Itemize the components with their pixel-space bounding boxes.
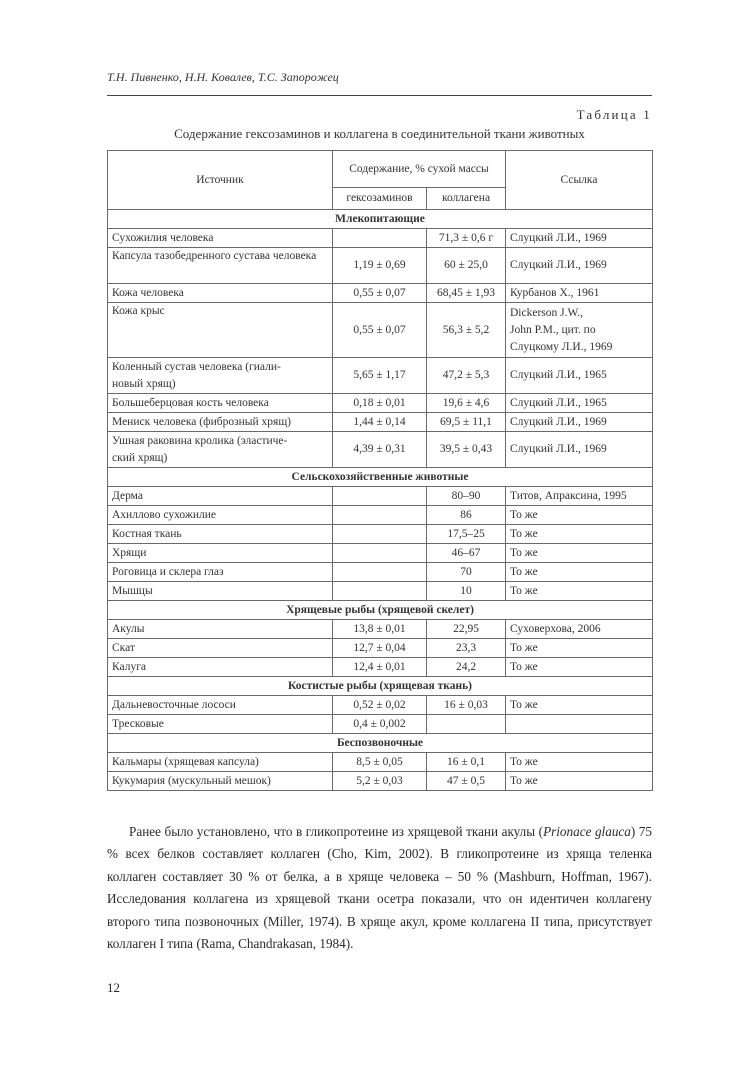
cell-hexosamines [333,563,427,582]
cell-source: Кальмары (хрящевая капсула) [108,753,333,772]
table-row [108,620,653,639]
table-row [108,696,653,715]
table-row [108,248,653,284]
section-row [108,734,653,753]
section-title: Костистые рыбы (хрящевая ткань) [108,677,653,696]
table-row [108,772,653,791]
cell-source [108,358,333,394]
cell-reference: То же [506,696,653,715]
cell-reference: То же [506,544,653,563]
cell-collagen: 56,3 ± 5,2 [427,303,506,358]
cell-source: Кожа крыс [108,303,333,358]
column-header-content: Содержание, % сухой массы [333,151,506,188]
cell-source [108,432,333,468]
body-paragraph [107,821,652,955]
cell-collagen: 23,3 [427,639,506,658]
cell-hexosamines: 0,4 ± 0,002 [333,715,427,734]
column-header-reference: Ссылка [506,151,653,210]
table-row [108,394,653,413]
cell-reference-line: Слуцкому Л.И., 1969 [510,340,613,353]
section-row [108,468,653,487]
cell-reference: То же [506,506,653,525]
table-row [108,715,653,734]
section-title: Сельскохозяйственные животные [108,468,653,487]
table-body [108,210,653,791]
cell-hexosamines: 12,4 ± 0,01 [333,658,427,677]
cell-source: Мышцы [108,582,333,601]
cell-hexosamines: 5,65 ± 1,17 [333,358,427,394]
cell-reference: То же [506,753,653,772]
table-row [108,229,653,248]
cell-hexosamines [333,506,427,525]
species-name: Prionace glauca [543,824,631,839]
table-row [108,582,653,601]
cell-reference [506,715,653,734]
cell-collagen: 16 ± 0,1 [427,753,506,772]
cell-reference: То же [506,772,653,791]
section-title: Беспозвоночные [108,734,653,753]
cell-collagen: 69,5 ± 11,1 [427,413,506,432]
cell-reference-line: John P.M., цит. по [510,323,596,336]
cell-source: Кукумария (мускульный мешок) [108,772,333,791]
cell-hexosamines: 13,8 ± 0,01 [333,620,427,639]
cell-source: Дальневосточные лососи [108,696,333,715]
table-row [108,432,653,468]
section-title: Хрящевые рыбы (хрящевой скелет) [108,601,653,620]
cell-reference: То же [506,639,653,658]
cell-reference: Слуцкий Л.И., 1965 [506,394,653,413]
cell-reference [506,303,653,358]
paragraph-text-2: ) 75 % всех белков составляет коллаген (Cho, Kim, 2002). В гликопротеине из хряща теленка коллаген составляет 30 % от белка, а в хряще человека – 50 % (Mashburn, Hoffman, 1967). Исследования коллагена из хрящевой ткани осетра показали, что он идентичен коллагену второго типа позвоночных (Miller, 1974). В хряще акул, кроме коллагена II типа, присутствует коллаген I типа (Rama, Chandrakasan, 1984). [107,824,652,952]
cell-source: Хрящи [108,544,333,563]
cell-hexosamines [333,544,427,563]
cell-source-line: Ушная раковина кролика (эластиче- [112,434,288,447]
cell-reference: Суховерхова, 2006 [506,620,653,639]
page-number: 12 [107,980,120,995]
cell-collagen: 47 ± 0,5 [427,772,506,791]
table-row [108,639,653,658]
cell-reference: Слуцкий Л.И., 1965 [506,358,653,394]
cell-collagen: 22,95 [427,620,506,639]
cell-source-line: ский хрящ) [112,451,168,464]
table-row [108,563,653,582]
cell-collagen: 46–67 [427,544,506,563]
cell-source: Калуга [108,658,333,677]
paragraph-text-1: Ранее было установлено, что в гликопротеине из хрящевой ткани акулы ( [129,824,544,839]
cell-hexosamines: 1,44 ± 0,14 [333,413,427,432]
cell-collagen: 86 [427,506,506,525]
cell-source: Ахиллово сухожилие [108,506,333,525]
cell-source: Капсула тазобедренного сустава человека [108,248,333,284]
running-head-authors: Т.Н. Пивненко, Н.Н. Ковалев, Т.С. Запорожец [107,70,339,84]
cell-reference: Слуцкий Л.И., 1969 [506,413,653,432]
cell-source: Тресковые [108,715,333,734]
cell-source: Костная ткань [108,525,333,544]
cell-hexosamines [333,525,427,544]
cell-hexosamines [333,229,427,248]
section-row [108,601,653,620]
table-row [108,525,653,544]
column-header-hexosamines: гексозаминов [333,188,427,210]
cell-reference: Слуцкий Л.И., 1969 [506,229,653,248]
cell-source: Мениск человека (фиброзный хрящ) [108,413,333,432]
cell-collagen: 10 [427,582,506,601]
cell-hexosamines [333,582,427,601]
cell-reference: Слуцкий Л.И., 1969 [506,248,653,284]
cell-collagen: 68,45 ± 1,93 [427,284,506,303]
cell-reference: Слуцкий Л.И., 1969 [506,432,653,468]
table-caption: Содержание гексозаминов и коллагена в соединительной ткани животных [174,126,585,141]
table-row [108,506,653,525]
table-row [108,658,653,677]
cell-hexosamines: 0,55 ± 0,07 [333,284,427,303]
cell-hexosamines: 4,39 ± 0,31 [333,432,427,468]
cell-hexosamines: 0,52 ± 0,02 [333,696,427,715]
cell-source-line: Коленный сустав человека (гиали- [112,360,281,373]
section-title: Млекопитающие [108,210,653,229]
section-row [108,677,653,696]
table-row [108,284,653,303]
cell-source: Кожа человека [108,284,333,303]
cell-collagen: 71,3 ± 0,6 г [427,229,506,248]
cell-collagen: 24,2 [427,658,506,677]
column-header-collagen: коллагена [427,188,506,210]
cell-collagen: 17,5–25 [427,525,506,544]
header-rule [107,95,652,96]
cell-reference: Курбанов Х., 1961 [506,284,653,303]
cell-hexosamines: 0,18 ± 0,01 [333,394,427,413]
cell-collagen: 39,5 ± 0,43 [427,432,506,468]
cell-source: Скат [108,639,333,658]
cell-collagen: 70 [427,563,506,582]
cell-hexosamines: 12,7 ± 0,04 [333,639,427,658]
cell-reference-line: Dickerson J.W., [510,306,584,319]
cell-collagen: 16 ± 0,03 [427,696,506,715]
table-row [108,487,653,506]
cell-source-line: новый хрящ) [112,377,176,390]
table-row [108,753,653,772]
section-row [108,210,653,229]
cell-source: Акулы [108,620,333,639]
table-row [108,358,653,394]
cell-hexosamines: 0,55 ± 0,07 [333,303,427,358]
cell-reference: То же [506,563,653,582]
cell-reference: То же [506,525,653,544]
cell-source: Сухожилия человека [108,229,333,248]
cell-collagen: 47,2 ± 5,3 [427,358,506,394]
table-label: Таблица 1 [576,107,652,122]
cell-hexosamines: 1,19 ± 0,69 [333,248,427,284]
cell-hexosamines: 8,5 ± 0,05 [333,753,427,772]
cell-hexosamines [333,487,427,506]
table-row [108,544,653,563]
column-header-source: Источник [108,151,333,210]
cell-collagen: 19,6 ± 4,6 [427,394,506,413]
cell-collagen: 80–90 [427,487,506,506]
cell-source: Дерма [108,487,333,506]
cell-hexosamines: 5,2 ± 0,03 [333,772,427,791]
cell-source: Роговица и склера глаз [108,563,333,582]
cell-source: Большеберцовая кость человека [108,394,333,413]
cell-reference: Титов, Апраксина, 1995 [506,487,653,506]
table-row [108,413,653,432]
cell-collagen: 60 ± 25,0 [427,248,506,284]
cell-collagen [427,715,506,734]
cell-reference: То же [506,658,653,677]
collagen-table [107,150,653,791]
cell-reference: То же [506,582,653,601]
table-row [108,303,653,358]
